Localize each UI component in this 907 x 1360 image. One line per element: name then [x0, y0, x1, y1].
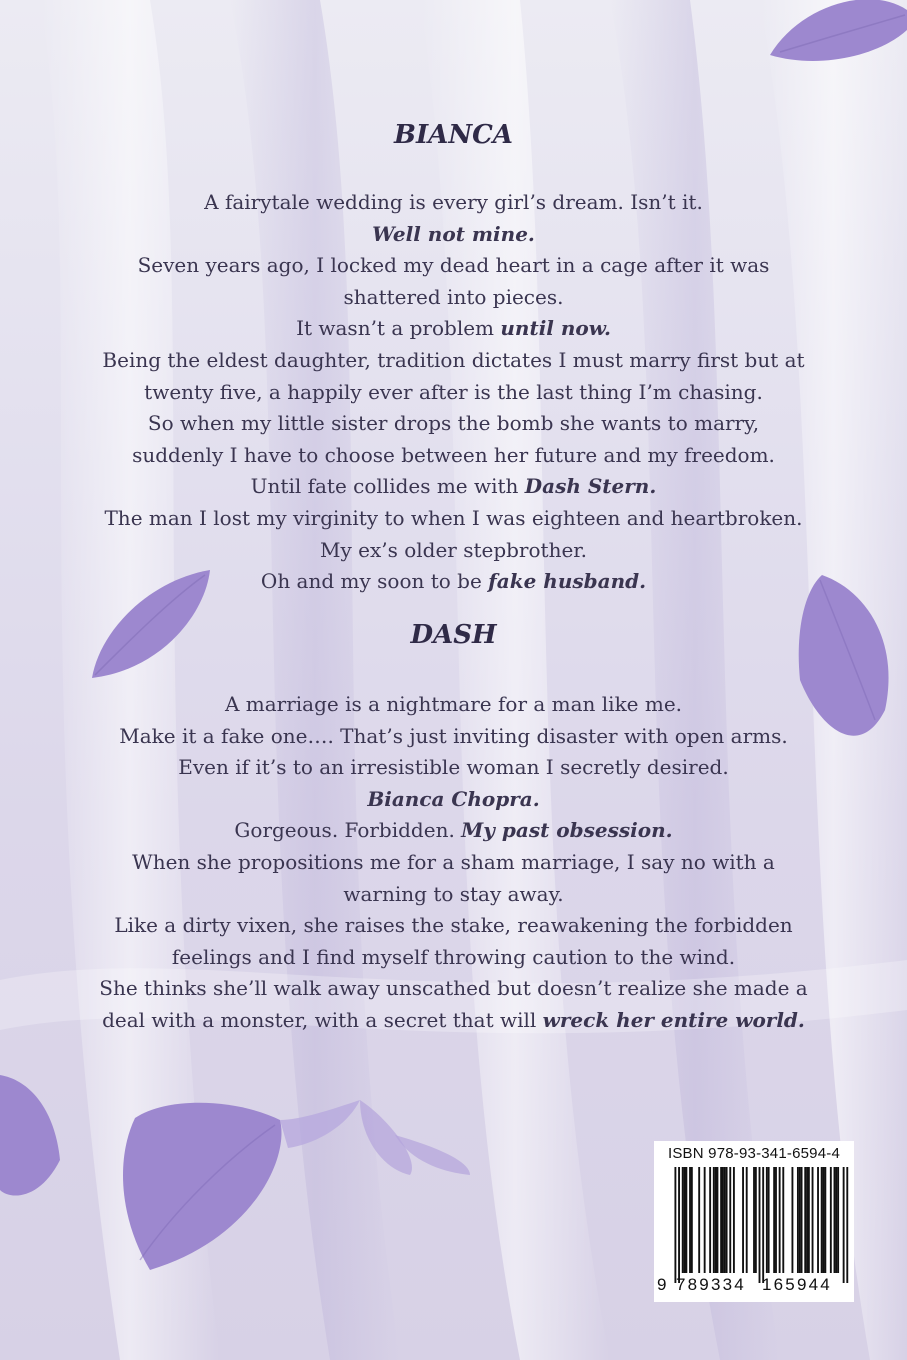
barcode-bar	[801, 1167, 803, 1273]
barcode-bar	[804, 1167, 806, 1273]
barcode-bar	[762, 1167, 764, 1283]
blurb-line: When she propositions me for a sham marriage, I say no with a	[132, 849, 775, 874]
blurb-dash	[0, 689, 907, 1037]
barcode-bars	[658, 1167, 850, 1283]
blurb-line: Seven years ago, I locked my dead heart in a cage after it was	[137, 253, 770, 278]
barcode-bar	[791, 1167, 793, 1273]
barcode-bar	[759, 1167, 761, 1283]
barcode-bar	[726, 1167, 728, 1273]
blurb-line: She thinks she’ll walk away unscathed but doesn’t realize she made a	[99, 976, 808, 1001]
barcode-bar	[704, 1167, 706, 1273]
blurb-line: Make it a fake one…. That’s just inviting disaster with open arms.	[119, 723, 788, 748]
barcode-bar	[812, 1167, 814, 1273]
barcode-bar	[713, 1167, 715, 1273]
barcode-bar	[678, 1167, 680, 1283]
blurb-line: Bianca Chopra.	[367, 786, 540, 811]
blurb-line: feelings and I find myself throwing caution to the wind.	[171, 944, 736, 969]
blurb-line: Like a dirty vixen, she raises the stake, reawakening the forbidden	[114, 913, 793, 938]
isbn-label: ISBN 978-93-341-6594-4	[667, 1145, 840, 1162]
isbn-barcode	[654, 1141, 854, 1302]
blurb-line: shattered into pieces.	[343, 284, 564, 309]
blurb-bianca	[0, 187, 907, 598]
barcode-bar	[779, 1167, 781, 1273]
barcode-bar	[843, 1167, 845, 1283]
barcode-bar	[755, 1167, 757, 1273]
barcode-digit-first: 9	[657, 1275, 667, 1294]
barcode-bar	[753, 1167, 755, 1273]
barcode-bar	[684, 1167, 686, 1273]
barcode-digits-left: 789334	[676, 1275, 746, 1294]
barcode-bar	[797, 1167, 799, 1273]
blurb-line: A fairytale wedding is every girl’s dream. Isn’t it.	[204, 190, 703, 214]
barcode-bar	[824, 1167, 826, 1273]
section-heading-dash: DASH	[410, 620, 497, 650]
section-heading-bianca: BIANCA	[394, 120, 513, 150]
blurb-line: warning to stay away.	[343, 881, 564, 906]
barcode-bar	[821, 1167, 823, 1273]
blurb-line: twenty five, a happily ever after is the last thing I’m chasing.	[144, 379, 763, 404]
barcode-bar	[766, 1167, 768, 1273]
blurb-line: Oh and my soon to be fake husband.	[260, 569, 647, 594]
barcode-bar	[724, 1167, 726, 1273]
barcode-bar	[835, 1167, 837, 1273]
barcode-bar	[817, 1167, 819, 1273]
barcode-bar	[775, 1167, 777, 1273]
blurb-line: Gorgeous. Forbidden. My past obsession.	[234, 818, 673, 843]
barcode-bar	[768, 1167, 770, 1273]
blurb-line: suddenly I have to choose between her future and my freedom.	[132, 442, 775, 467]
barcode-bar	[837, 1167, 839, 1273]
barcode-bar	[717, 1167, 719, 1273]
barcode-bar	[685, 1167, 687, 1273]
barcode-bar	[823, 1167, 825, 1273]
blurb-line: Well not mine.	[372, 221, 535, 246]
blurb-line: deal with a monster, with a secret that will wreck her entire world.	[102, 1007, 805, 1032]
barcode-digits-right: 165944	[762, 1275, 832, 1294]
barcode-bar	[742, 1167, 744, 1273]
barcode-bar	[709, 1167, 711, 1273]
barcode-bar	[782, 1167, 784, 1273]
petal-bottom-left	[0, 1075, 60, 1196]
barcode-bar	[674, 1167, 676, 1283]
barcode-bar	[720, 1167, 722, 1273]
barcode-bar	[733, 1167, 735, 1273]
barcode-bar	[799, 1167, 801, 1273]
blurb-line: It wasn’t a problem until now.	[296, 316, 611, 341]
blurb-line: So when my little sister drops the bomb she wants to marry,	[147, 411, 760, 436]
barcode-bar	[830, 1167, 832, 1273]
barcode-bar	[715, 1167, 717, 1273]
barcode-digits	[654, 1275, 854, 1297]
barcode-bar	[846, 1167, 848, 1283]
blurb-line: The man I lost my virginity to when I was eighteen and heartbroken.	[104, 505, 803, 530]
barcode-bar	[691, 1167, 693, 1273]
barcode-bar	[698, 1167, 700, 1273]
barcode-bar	[746, 1167, 748, 1273]
barcode-bar	[773, 1167, 775, 1273]
barcode-bar	[834, 1167, 836, 1273]
blurb-line: My ex’s older stepbrother.	[319, 537, 588, 562]
blurb-line: Until fate collides me with Dash Stern.	[250, 474, 657, 499]
barcode-bar	[689, 1167, 691, 1273]
barcode-bar	[682, 1167, 684, 1273]
blurb-line: Even if it’s to an irresistible woman I secretly desired.	[178, 755, 729, 780]
barcode-bar	[729, 1167, 731, 1273]
blurb-line: Being the eldest daughter, tradition dictates I must marry first but at	[102, 347, 805, 372]
barcode-bar	[806, 1167, 808, 1273]
barcode-bar	[808, 1167, 810, 1273]
barcode-bar	[722, 1167, 724, 1273]
blurb-line: A marriage is a nightmare for a man like me.	[224, 692, 683, 716]
